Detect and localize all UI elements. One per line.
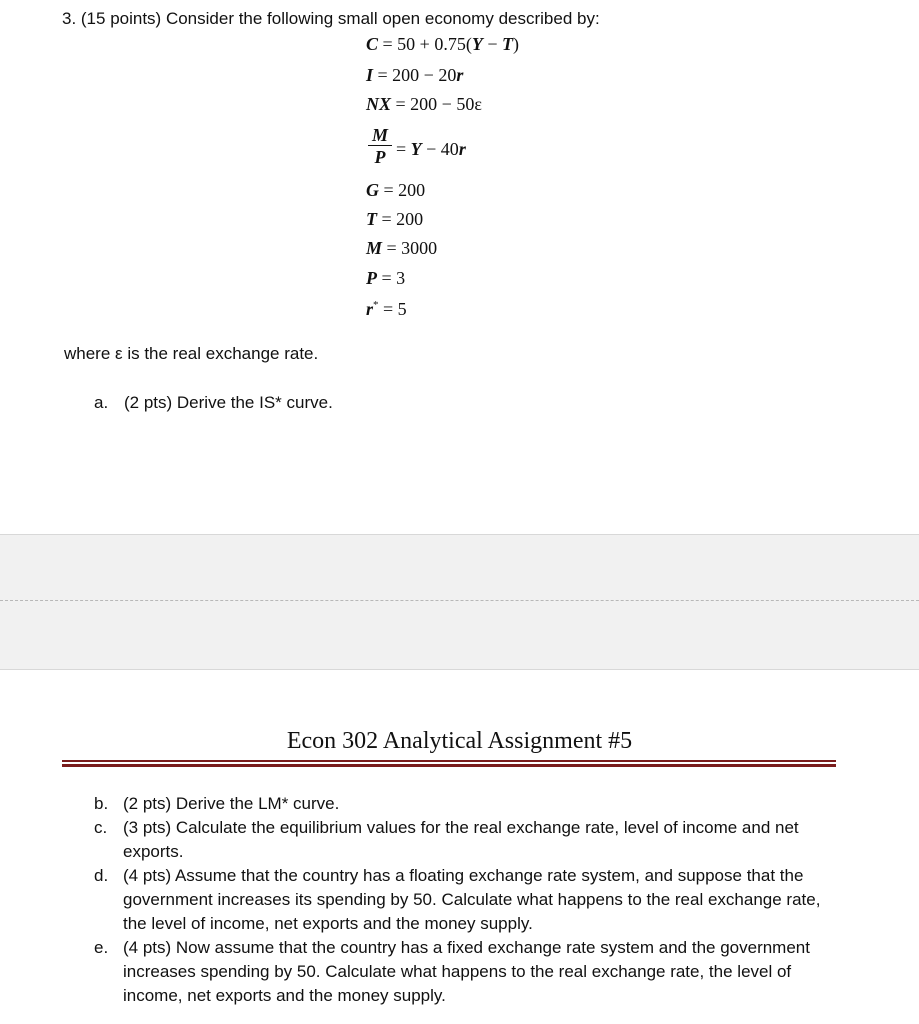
eq-rstar-sup: * [373,299,379,311]
part-text: (4 pts) Assume that the country has a floating exchange rate system, and suppose that the government increases its spending by 50. Calculate what happens to the real exchange rate, the level of income, net exports and the money supply. [123,866,821,933]
eq-c-minus: − [482,34,502,54]
equation-consumption [366,34,519,55]
question-title: 3. (15 points) Consider the following small open economy described by: [62,9,600,28]
eq-p-lhs: P [366,268,377,288]
eq-p-rhs: = 3 [381,268,406,288]
part-label: e. [94,938,109,957]
part-a-text: (2 pts) Derive the IS* curve. [124,393,333,412]
eq-mp-y: Y [410,139,422,159]
eq-i-rhs: = 200 − 20 [377,65,457,85]
equation-money-supply [366,238,437,259]
part-text: (4 pts) Now assume that the country has a fixed exchange rate system and the government increases spending by 50. Calculate what happens to the real exchange rate, the level of income, net exports and the money supply. [123,938,810,1005]
equation-net-exports [366,94,482,115]
equation-money-demand [396,139,466,160]
header-rule-thin [62,760,836,762]
equation-government [366,180,425,201]
equation-investment [366,65,463,86]
eq-c-lhs: C [366,34,379,54]
part-label: c. [94,818,108,837]
eq-rstar-rhs: = 5 [378,299,407,319]
eq-rstar-lhs: r [366,299,374,319]
equation-taxes [366,209,423,230]
eq-nx-rhs: = 200 − 50ε [395,94,482,114]
part-text: (3 pts) Calculate the equilibrium values for the real exchange rate, level of income and net exports. [123,818,799,861]
page-header-title: Econ 302 Analytical Assignment #5 [286,728,633,754]
parts-list [94,792,834,1008]
part-label: d. [94,866,109,885]
eq-c-t: T [501,34,513,54]
where-text: where ε is the real exchange rate. [64,344,319,363]
eq-nx-lhs: NX [366,94,392,114]
eq-c-rhs: = 50 + 0.75( [382,34,472,54]
list-item [94,864,834,936]
part-a-label: a. [94,393,109,412]
part-a [94,393,333,413]
equation-world-interest [366,299,407,320]
part-label: b. [94,794,109,813]
eq-i-r: r [456,65,464,85]
eq-mp-rest: − 40 [421,139,459,159]
equation-money-fraction [366,125,394,166]
eq-m-rhs: = 3000 [386,238,438,258]
eq-g-lhs: G [366,180,379,200]
eq-t-lhs: T [366,209,377,229]
eq-mp-r: r [458,139,466,159]
eq-t-rhs: = 200 [381,209,424,229]
eq-mp-rhs: = [396,139,411,159]
eq-c-y: Y [471,34,483,54]
list-item [94,816,834,864]
list-item [94,936,834,1008]
eq-c-close: ) [512,34,519,54]
eq-i-lhs: I [366,65,374,85]
equation-price-level [366,268,405,289]
page-break-gap [0,534,919,670]
header-rule-thick [62,764,836,767]
eq-mp-num: M [371,125,388,145]
eq-m-lhs: M [366,238,383,258]
part-text: (2 pts) Derive the LM* curve. [123,794,340,813]
list-item [94,792,834,816]
page-break-divider [0,600,919,601]
eq-g-rhs: = 200 [383,180,426,200]
eq-mp-den: P [374,147,386,167]
